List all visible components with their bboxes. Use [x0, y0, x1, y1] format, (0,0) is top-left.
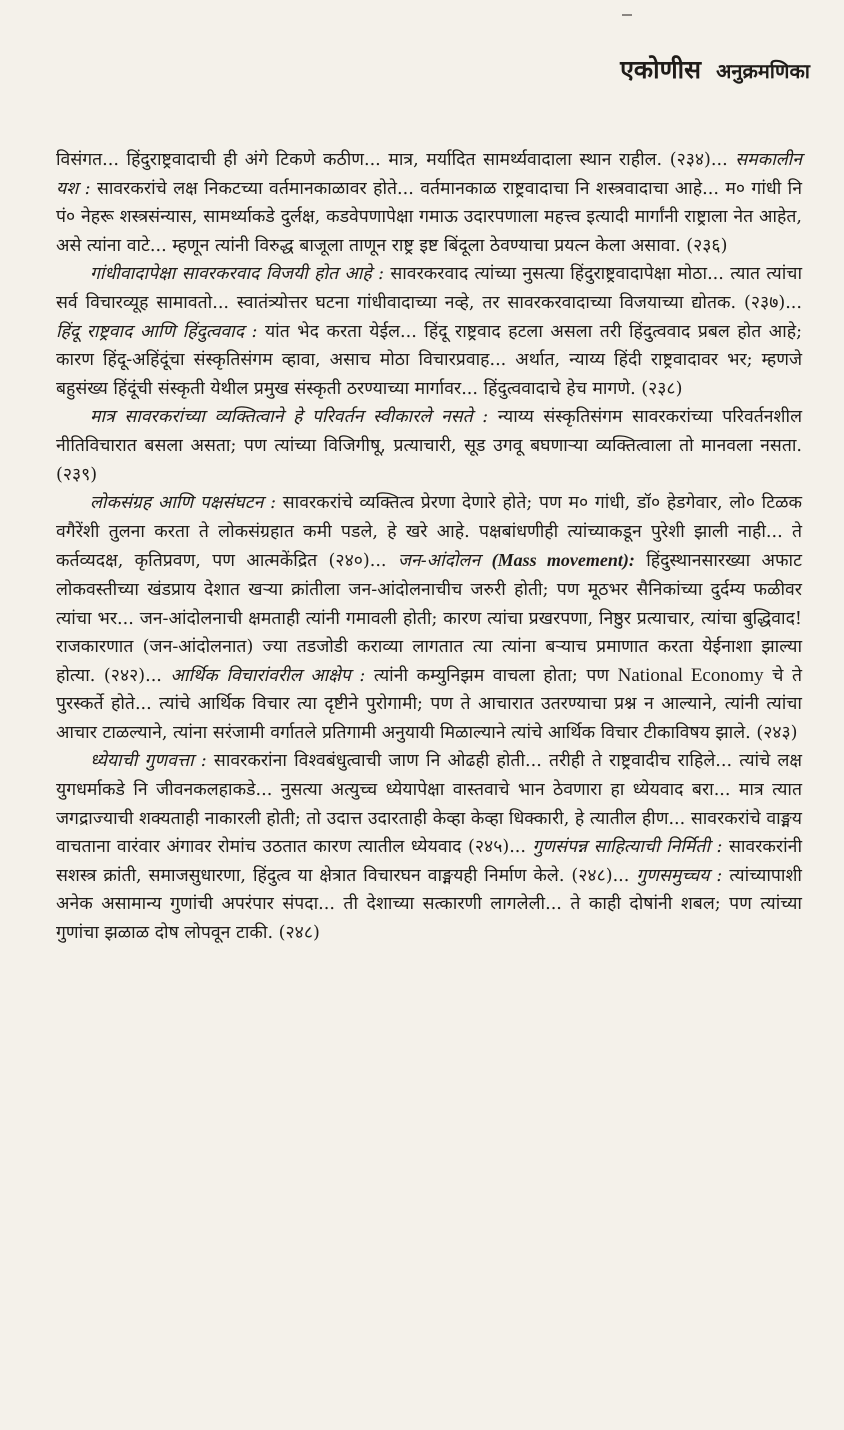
page-header [620, 52, 810, 86]
topic-heading: जन-आंदोलन [397, 551, 492, 572]
index-text-body [56, 146, 802, 948]
chapter-number: एकोणीस [620, 55, 702, 84]
topic-heading: समकालीन यश : [56, 150, 802, 199]
paragraph-text: हिंदुस्थानसारख्या अफाट लोकवस्तीच्या खंडप्राय देशात खऱ्या क्रांतीला जन-आंदोलनाचीच जरुरी होती; पण मूठभर सैनिकांच्या दुर्दम्य फळीवर त्यांचा भर... जन-आंदोलनाची क्षमताही त्यांनी गमावली होती; कारण त्यांचा प्रखरपणा, निष्ठुर प्रत्याचार, त्यांचा बुद्धिवाद! राजकारणात (जन-आंदोलनात) ज्या तडजोडी कराव्या लागतात त्या त्यांना बऱ्याच प्रमाणात करता येईनाशा झाल्या होत्या. (२४२)... [56, 551, 802, 686]
topic-heading: गुणसमुच्चय : [636, 865, 723, 886]
paragraph-text: सावरकरवाद त्यांच्या नुसत्या हिंदुराष्ट्रवादापेक्षा मोठा... त्यात त्यांचा सर्व विचारव्यूह सामावतो... स्वातंत्र्योत्तर घटना गांधीवादाच्या नव्हे, तर सावरकरवादाच्या विजयाच्या द्योतक. (२३७)... [56, 264, 802, 313]
paragraph-text: त्यांच्यापाशी अनेक असामान्य गुणांची अपरंपार संपदा... ती देशाच्या सत्कारणी लागलेली... ते काही दोषांनी शबल; पण त्यांच्या गुणांचा झळाळ दोष लोपवून टाकी. (२४८) [56, 865, 802, 944]
print-mark [622, 14, 632, 16]
index-paragraph [56, 489, 802, 747]
index-paragraph [56, 146, 802, 260]
section-title: अनुक्रमणिका [716, 59, 810, 83]
topic-heading: ध्येयाची गुणवत्ता : [90, 751, 207, 772]
index-paragraph [56, 403, 802, 489]
index-paragraph [56, 260, 802, 403]
topic-heading: गांधीवादापेक्षा सावरकरवाद विजयी होत आहे : [90, 264, 385, 285]
topic-heading: गुणसंपन्न साहित्याची निर्मिती : [532, 837, 723, 858]
paragraph-text: सावरकरांचे व्यक्तित्व प्रेरणा देणारे होते; पण म० गांधी, डॉ० हेडगेवार, लो० टिळक वगैरेंशी तुलना करता ते लोकसंग्रहात कमी पडले, हे खरे आहे. पक्षबांधणीही त्यांच्याकडून पुरेशी झाली नाही... ते कर्तव्यदक्ष, कृतिप्रवण, पण आत्मकेंद्रित (२४०)... [56, 493, 802, 572]
english-term: National Economy [617, 664, 764, 686]
english-term: (Mass movement): [491, 550, 635, 571]
index-paragraph [56, 747, 802, 947]
paragraph-text: सावरकरांनी सशस्त्र क्रांती, समाजसुधारणा, हिंदुत्व या क्षेत्रात विचारघन वाङ्मयही निर्माण केले. (२४८)... [56, 837, 802, 886]
paragraph-text: सावरकरांना विश्वबंधुत्वाची जाण नि ओढही होती... तरीही ते राष्ट्रवादीच राहिले... त्यांचे लक्ष युगधर्माकडे नि जीवनकलहाकडे... नुसत्या अत्युच्च ध्येयापेक्षा वास्तवाचे भान ठेवणारा हा ध्येयवाद बरा... मात्र त्यात जगद्राज्याची शक्यताही नाकारली होती; तो उदात्त उदारताही केव्हा केव्हा धिक्कारी, हे त्यातील हीण... सावरकरांचे वाङ्मय वाचताना वारंवार अंगावर रोमांच उठतात कारण त्यातील ध्येयवाद (२४५)... [56, 751, 802, 858]
paragraph-text: चे ते पुरस्कर्ते होते... त्यांचे आर्थिक विचार त्या दृष्टीने पुरोगामी; पण ते आचारात उतरण्याचा प्रश्न न आल्याने, त्यांनी त्यांचा आचार टाळल्याने, त्यांना सरंजामी वर्गातले प्रतिगामी अनुयायी मिळाल्याने त्यांचे आर्थिक विचार टीकाविषय झाले. (२४३) [56, 665, 802, 743]
paragraph-text: त्यांनी कम्युनिझम वाचला होता; पण [365, 665, 618, 686]
paragraph-text: यांत भेद करता येईल... हिंदू राष्ट्रवाद हटला असला तरी हिंदुत्ववाद प्रबल होत आहे; कारण हिंदू-अहिंदूंचा संस्कृतिसंगम व्हावा, असाच मोठा विचारप्रवाह... अर्थात, न्याय्य हिंदी राष्ट्रवादावर भर; म्हणजे बहुसंख्य हिंदूंची संस्कृती येथील प्रमुख संस्कृती ठरण्याच्या मार्गावर... हिंदुत्ववादाचे हेच मागणे. (२३८) [56, 321, 803, 399]
topic-heading: मात्र सावरकरांच्या व्यक्तित्वाने हे परिवर्तन स्वीकारले नसते : [90, 407, 489, 428]
topic-heading: हिंदू राष्ट्रवाद आणि हिंदुत्ववाद : [56, 321, 258, 342]
paragraph-text: विसंगत... हिंदुराष्ट्रवादाची ही अंगे टिकणे कठीण... मात्र, मर्यादित सामर्थ्यवादाला स्थान राहील. (२३४)... [56, 150, 736, 170]
topic-heading: लोकसंग्रह आणि पक्षसंघटन : [90, 493, 277, 514]
paragraph-text: सावरकरांचे लक्ष निकटच्या वर्तमानकाळावर होते... वर्तमानकाळ राष्ट्रवादाचा नि शस्त्रवादाचा आहे... म० गांधी नि पं० नेहरू शस्त्रसंन्यास, सामर्थ्याकडे दुर्लक्ष, कडवेपणापेक्षा गमाऊ उदारपणाला महत्त्व इत्यादी मार्गांनी राष्ट्राला नेत आहेत, असे त्यांना वाटे... म्हणून त्यांनी विरुद्ध बाजूला ताणून राष्ट्र इष्ट बिंदूला ठेवण्याचा प्रयत्न केला असावा. (२३६) [56, 178, 802, 256]
topic-heading: आर्थिक विचारांवरील आक्षेप : [170, 665, 366, 686]
paragraph-text: न्याय्य संस्कृतिसंगम सावरकरांच्या परिवर्तनशील नीतिविचारात बसला असता; पण त्यांच्या विजिगीषू, प्रत्याचारी, सूड उगवू बघणाऱ्या व्यक्तित्वाला तो मानवला नसता. (२३९) [56, 407, 802, 485]
